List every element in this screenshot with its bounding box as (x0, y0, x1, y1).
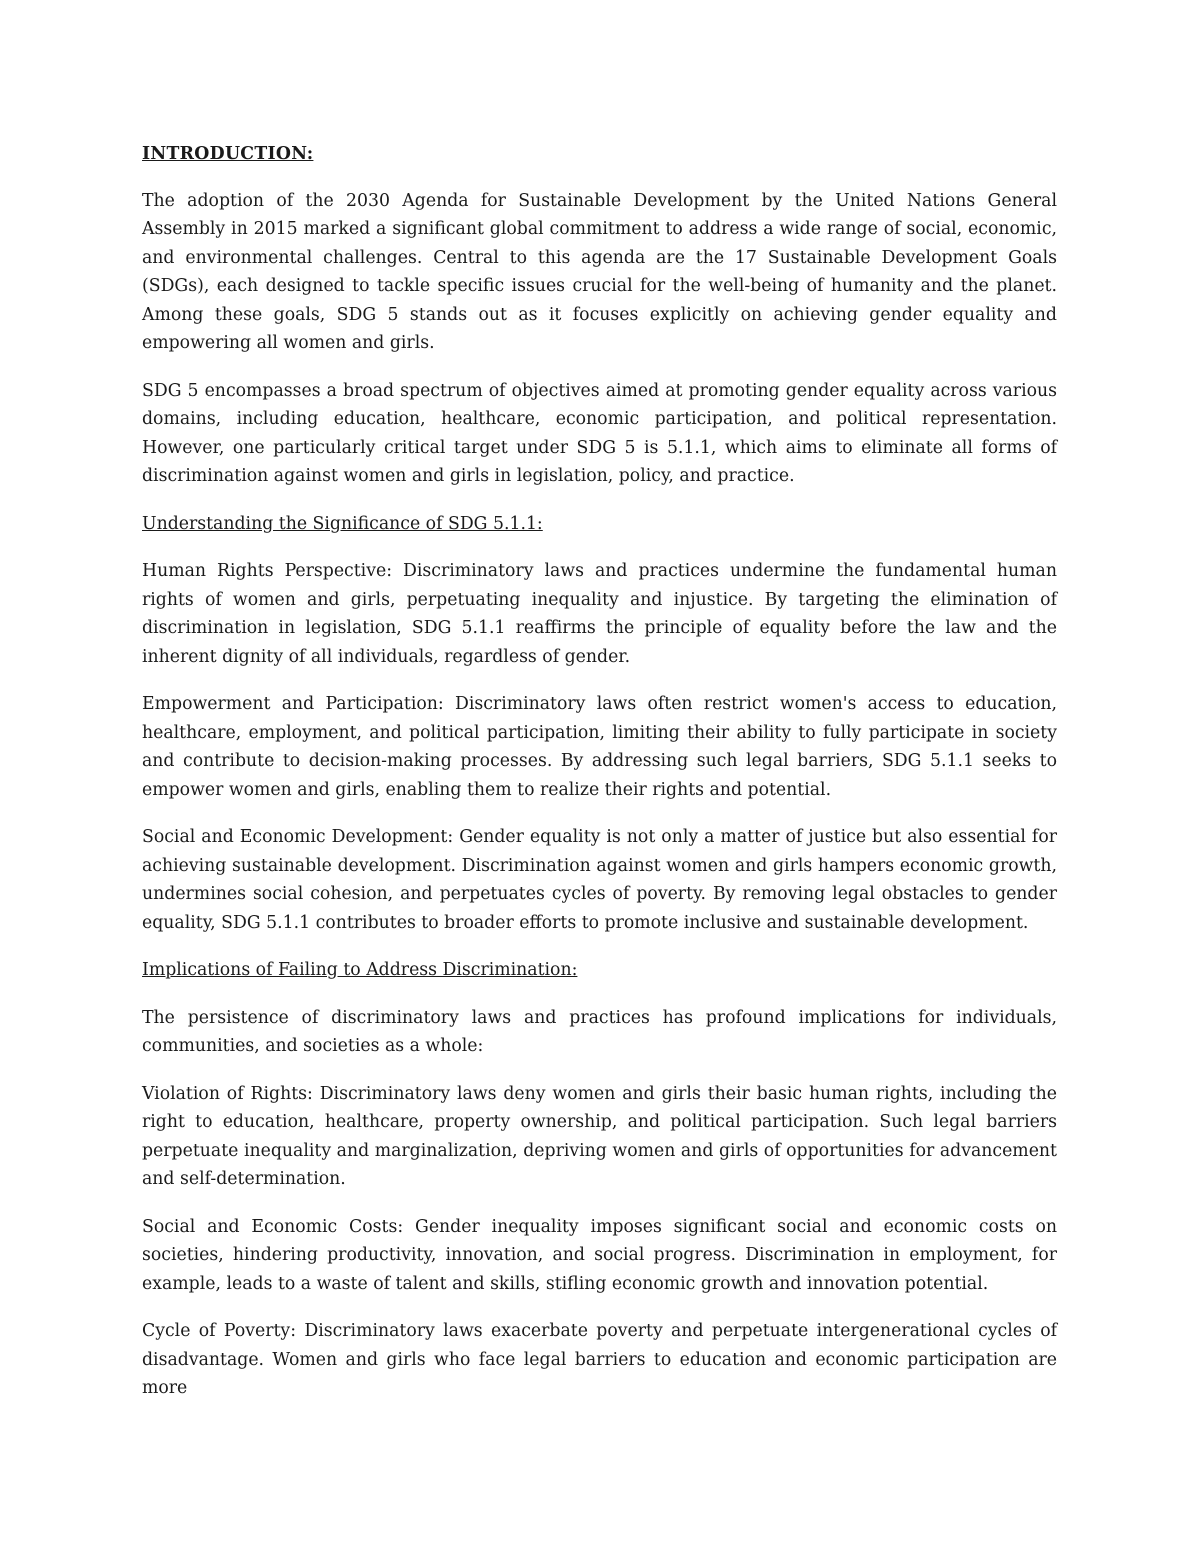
development-paragraph: Social and Economic Development: Gender equality is not only a matter of justice but also essential for achieving sustainable development. Discrimination against women and girls hampers economic growth, undermines social cohesion, and perpetuates cycles of poverty. By removing legal obstacles to gender equality, SDG 5.1.1 contributes to broader efforts to promote inclusive and sustainable development. (142, 827, 1057, 933)
significance-subheading: Understanding the Significance of SDG 5.1.1: (142, 513, 543, 534)
introduction-heading: INTRODUCTION: (142, 144, 314, 164)
violation-paragraph: Violation of Rights: Discriminatory laws deny women and girls their basic human rights, including the right to education, healthcare, property ownership, and political participation. Such legal barriers perpetuate inequality and marginalization, depriving women and girls of opportunities for advancement and self-determination. (142, 1083, 1057, 1189)
intro-paragraph-1: The adoption of the 2030 Agenda for Sustainable Development by the United Nations General Assembly in 2015 marked a significant global commitment to address a wide range of social, economic, and environmental challenges. Central to this agenda are the 17 Sustainable Development Goals (SDGs), each designed to tackle specific issues crucial for the well-being of humanity and the planet. Among these goals, SDG 5 stands out as it focuses explicitly on achieving gender equality and empowering all women and girls. (142, 190, 1057, 353)
implications-subheading: Implications of Failing to Address Discrimination: (142, 960, 578, 980)
document-body (142, 140, 1057, 1422)
costs-paragraph: Social and Economic Costs: Gender inequality imposes significant social and economic costs on societies, hindering productivity, innovation, and social progress. Discrimination in employment, for example, leads to a waste of talent and skills, stifling economic growth and innovation potential. (142, 1216, 1057, 1294)
empowerment-paragraph: Empowerment and Participation: Discriminatory laws often restrict women's access to education, healthcare, employment, and political participation, limiting their ability to fully participate in society and contribute to decision-making processes. By addressing such legal barriers, SDG 5.1.1 seeks to empower women and girls, enabling them to realize their rights and potential. (142, 694, 1057, 800)
human-rights-paragraph: Human Rights Perspective: Discriminatory laws and practices undermine the fundamental human rights of women and girls, perpetuating inequality and injustice. By targeting the elimination of discrimination in legislation, SDG 5.1.1 reaffirms the principle of equality before the law and the inherent dignity of all individuals, regardless of gender. (142, 561, 1057, 667)
intro-paragraph-2: SDG 5 encompasses a broad spectrum of objectives aimed at promoting gender equality across various domains, including education, healthcare, economic participation, and political representation. However, one particularly critical target under SDG 5 is 5.1.1, which aims to eliminate all forms of discrimination against women and girls in legislation, policy, and practice. (142, 380, 1057, 486)
persistence-paragraph: The persistence of discriminatory laws and practices has profound implications for individuals, communities, and societies as a whole: (142, 1007, 1057, 1056)
poverty-paragraph: Cycle of Poverty: Discriminatory laws exacerbate poverty and perpetuate intergenerational cycles of disadvantage. Women and girls who face legal barriers to education and economic participation are more (142, 1321, 1057, 1398)
